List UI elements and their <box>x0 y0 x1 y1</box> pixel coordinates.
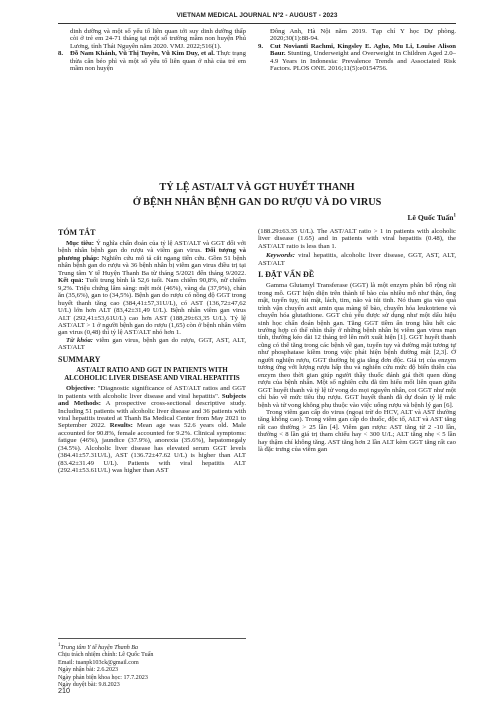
footnote-mark: 1 <box>58 642 61 648</box>
subjects-label: Subjects and Methods: <box>58 392 246 408</box>
article-title-line1: TỶ LỆ AST/ALT VÀ GGT HUYẾT THANH <box>159 182 355 193</box>
reference-authors: Cut Novianti Rachmi, Kingsley E. Agho, Mu Li, Louise Alison Baur. <box>270 42 456 58</box>
summary-continued: (188.29±63.35 U/L). The AST/ALT ratio > 1 in patients with alcoholic liver disease (1.65) and in patients with viral hepatitis (0.48), the AST/ALT ratio is less than 1. <box>258 228 456 250</box>
reference-number: 8. <box>58 50 64 58</box>
reference-text <box>70 50 246 72</box>
footnote-line: Ngày phản biện khoa học: 17.7.2023 <box>58 674 148 681</box>
author <box>407 213 456 222</box>
reference-number: 9. <box>258 42 264 50</box>
footnote-affiliation <box>58 642 246 652</box>
reference-item <box>58 50 246 72</box>
tomtat-abstract <box>58 240 246 337</box>
doi-tuong-text: Nghiên cứu mô tả cắt ngang tiến cứu. Gồm 51 bệnh nhân bệnh gan do rượu và 36 bệnh nhân bị viêm gan virus điều trị tại Trung tâm Y tế Huyện Thanh Ba từ tháng 5/2021 đến tháng 9/2022. <box>58 254 246 277</box>
doi-tuong-label: Đối tượng và phương pháp: <box>58 247 246 262</box>
results-label: Results: <box>109 422 133 430</box>
left-column-body <box>58 228 246 475</box>
objective-label: Objective <box>66 385 94 393</box>
tu-khoa-label: Từ khóa: <box>66 336 94 344</box>
footnote-affiliation-text: Trung tâm Y tế huyện Thanh Ba <box>60 645 139 652</box>
ket-qua-label: Kết quả: <box>58 277 84 285</box>
summary-abstract <box>58 385 246 474</box>
footnote-line: Ngày duyệt bài: 9.8.2023 <box>58 682 120 689</box>
tu-khoa-text: viêm gan virus, bệnh gan do rượu, GGT, AST, ALT, AST/ALT <box>58 336 246 352</box>
reference-body: Thực trạng thừa cân béo phì và một số yếu tố liên quan ở nhà của trẻ em mầm non huyện <box>70 50 246 73</box>
summary-keywords <box>258 252 456 267</box>
dat-van-de-heading: I. ĐẶT VẤN ĐỀ <box>258 270 315 280</box>
reference-text <box>270 43 456 73</box>
reference-item <box>258 28 456 43</box>
references-right <box>258 28 456 73</box>
journal-header: VIETNAM MEDICAL JOURNAL Nº2 - AUGUST - 2023 <box>58 10 456 24</box>
muc-tieu-label: Mục tiêu: <box>66 240 94 247</box>
ket-qua-text: Tuổi trung bình là 52,6 tuổi. Nam chiếm 90,8%, nữ chiếm 9,2%. Triệu chứng lâm sàng: mệt mỏi (46%), vàng da (37,9%), chán ăn (35,6%), gan to (34,5%). Bệnh gan do rượu có nồng độ GGT trong huyết thanh tăng cao (384,41±57,31U/L), có AST (136,72±47,62 U/L) lớn hơn ALT (83,42±31,49 U/L). Bệnh nhân viêm gan virus ALT (292,41±53,61U/L) cao hơn AST (188,29±63,35 U/L). Tỷ lệ AST/ALT > 1 ở người bệnh gan do rượu (1,65) còn ở bệnh nhân viêm gan virus (0,48) thì tỷ lệ AST/ALT nhỏ hơn 1. <box>58 277 247 337</box>
reference-text: Đông Anh, Hà Nội năm 2019. Tạp chí Y học Dự phòng. 2020;30(1):88-94. <box>270 28 456 43</box>
reference-number <box>58 28 70 50</box>
reference-authors: Đỗ Nam Khánh, Vũ Thị Tuyên, Vũ Kim Duy, et al. <box>70 50 215 58</box>
reference-body: Stunting, Underweight and Overweight in Children Aged 2.0–4.9 Years in Indonesia: Prevalence Trends and Associated Risk Factors. PLOS ONE. 2016;11(5):e0154756. <box>270 50 456 73</box>
keywords-text: viral hepatitis, alcoholic liver disease, GGT, AST, ALT, AST/ALT <box>258 252 456 267</box>
footnotes <box>58 638 246 689</box>
article-title <box>58 181 456 210</box>
keywords-label: Keywords: <box>266 252 295 260</box>
author-name: Lê Quốc Tuấn <box>407 213 454 222</box>
results-text: Mean age was 52.6 years old. Male accounted for 90.8%, female accounted for 9.2%. Clinical symptoms: fatigue (46%), jaundice (37.9%), anorexia (35.6%), hepatomegaly (34.5%). Alcoholic liver disease has elevated serum GGT levels (384.41±57.31U/L), AST (136.72±47.62 U/L) is higher than ALT (83.42±31.49 U/L). Patients with viral hepatitis ALT (292.41±53.61U/L) was higher than AST <box>58 422 246 475</box>
muc-tieu-text: Ý nghĩa chẩn đoán của tỷ lệ AST/ALT và GGT đối với bệnh nhân bệnh gan do rượu và viêm gan virus. <box>58 240 246 255</box>
author-affiliation-mark: 1 <box>453 213 456 219</box>
footnote-email: Email: tuanpk103ck@gmail.com <box>58 659 139 666</box>
tomtat-heading: TÓM TẮT <box>58 228 96 237</box>
footnote-line: Ngày nhận bài: 2.6.2023 <box>58 667 119 674</box>
dat-van-de-paragraph-2: Trong viêm gan cấp do virus (ngoại trừ do HCV, ALT và AST thường tăng không cao). Trong viêm gan cấp do thuốc, độc tố, ALT và AST tăng rất cao thường > 25 lần [4]. Viêm gan rượu: AST tăng từ 2 -10 lần, thường < 8 lần giá trị tham chiếu hay < 300 U/L; ALT tăng nhẹ < 5 lần hay thậm chí không tăng. AST tăng hơn 2 lần ALT kèm GGT tăng rất cao là đặc trưng của viêm gan <box>258 408 456 454</box>
footnote-line: Chịu trách nhiệm chính: Lê Quốc Tuấn <box>58 652 154 659</box>
reference-item <box>58 28 246 50</box>
summary-english-title: AST/ALT RATIO AND GGT IN PATIENTS WITH ALCOHOLIC LIVER DISEASE AND VIRAL HEPATITIS <box>64 366 240 382</box>
references-left <box>58 28 246 73</box>
reference-number <box>258 28 270 43</box>
page-number: 210 <box>58 686 70 695</box>
tomtat-keywords <box>58 337 246 352</box>
summary-heading: SUMMARY <box>58 354 101 364</box>
objective-text: : "Diagnostic significance of AST/ALT ratios and GGT in patients with alcoholic liver disease and viral hepatitis". <box>58 385 246 400</box>
subjects-text: A prospective cross-sectional descriptive study. Including 51 patients with alcoholic liver disease and 36 patients with viral hepatitis treated at Thanh Ba Medical Center from May 2021 to September 2022. <box>58 400 246 430</box>
right-column-body <box>258 228 456 454</box>
dat-van-de-paragraph-1: Gamma Glutamyl Transferase (GGT) là một enzym phân bố rộng rãi trong mô. GGT hiện diện trên thành tế bào của nhiều mô như thận, ống mật, tuyến tụy, túi mật, lách, tim, não và túi tinh. Nó tham gia vào quá trình vận chuyển axit amin qua màng tế bào, chuyển hóa leukotriene và chuyển hóa glutathione. GGT chủ yếu được sử dụng như một dấu hiệu sinh học chẩn đoán bệnh gan. Tăng GGT tiềm ẩn trong hầu hết các trường hợp có thể nhìn thấy ở những bệnh nhân bị viêm gan virus mạn tính, thường kéo dài 12 tháng trở lên mới xuất hiện [1]. GGT huyết thanh cũng có thể tăng trong các bệnh về gan, tuyến tụy và đường mật tương tự như phosphatase kiềm trong việc phát hiện bệnh đường mật [2,3]. Ở người nghiện rượu, GGT thường bị gia tăng đơn độc. Giá trị của enzym tương ứng với lượng rượu hấp thu và nghiên cứu mức độ biến thiên của enzym theo thời gian giúp người thầy thuốc đánh giá thời quen dùng rượu của bệnh nhân. Một số nghiên cứu đã tìm hiểu mối liên quan giữa GGT huyết thanh và tỷ lệ tử vong do mọi nguyên nhân, coi GGT như một chỉ báo về mức tiêu thụ rượu. GGT huyết thanh đã dự đoán tỷ lệ mắc bệnh và tử vong không phụ thuộc vào việc uống rượu và bệnh lý gan [6]. <box>258 282 456 409</box>
article-title-line2: Ở BỆNH NHÂN BỆNH GAN DO RƯỢU VÀ DO VIRUS <box>132 196 382 208</box>
reference-item <box>258 43 456 73</box>
reference-text: dinh dưỡng và một số yếu tố liên quan tới suy dinh dưỡng thấp còi ở trẻ em 24-71 tháng tại một số trường mầm non huyện Phú Lương, tỉnh Thái Nguyên năm 2020. VMJ. 2022;516(1). <box>70 28 246 50</box>
